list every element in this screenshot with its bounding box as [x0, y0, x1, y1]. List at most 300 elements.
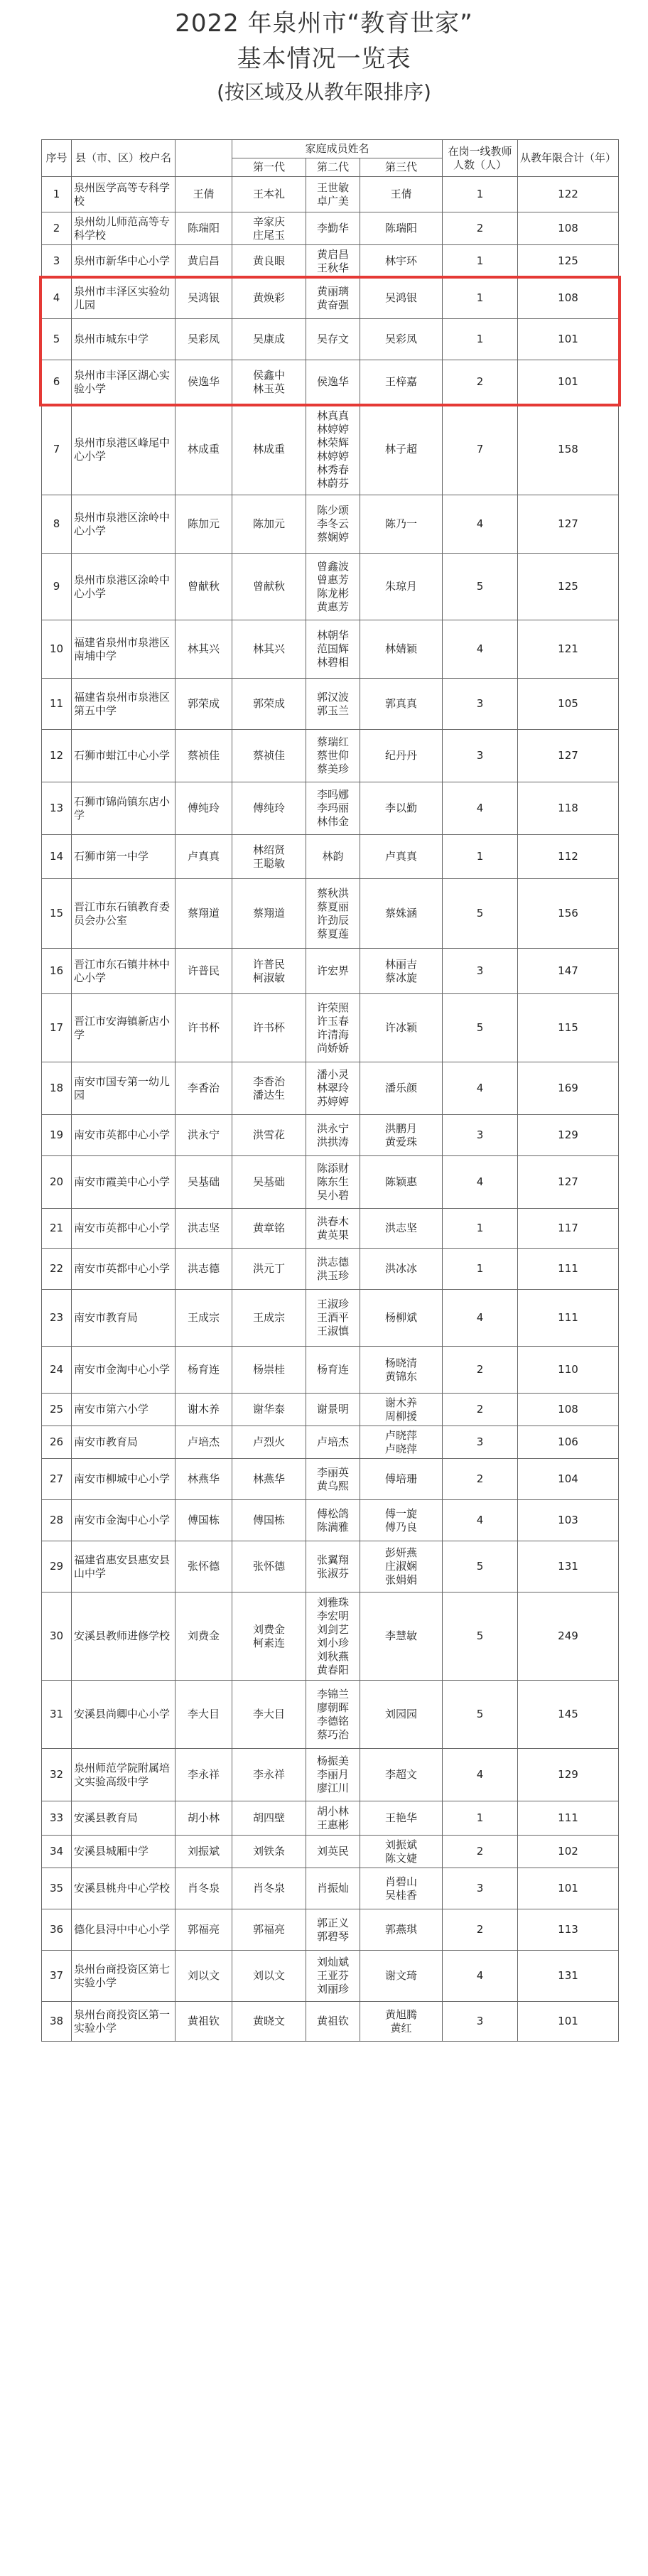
cell-num: 10 — [42, 620, 72, 679]
table-body — [42, 177, 619, 2042]
member-name: 胡小林 — [316, 1804, 349, 1818]
cell-gen3 — [360, 1836, 443, 1868]
cell-gen2 — [306, 495, 360, 554]
member-name: 陈少颂 — [316, 504, 349, 517]
member-name: 蔡秋洪 — [316, 886, 349, 900]
cell-years: 131 — [518, 1541, 619, 1593]
member-name: 林燕华 — [252, 1472, 285, 1485]
member-name: 黄惠芳 — [316, 600, 349, 613]
cell-years: 108 — [518, 212, 619, 245]
cell-household: 卢真真 — [176, 835, 232, 879]
member-name: 廖江川 — [316, 1782, 349, 1794]
table-row — [42, 245, 619, 278]
cell-count: 7 — [443, 404, 518, 495]
cell-gen2 — [306, 679, 360, 730]
sort-note: (按区域及从教年限排序) — [217, 80, 431, 104]
cell-gen2 — [306, 1836, 360, 1868]
member-name: 卓广美 — [316, 194, 349, 208]
cell-years: 105 — [518, 679, 619, 730]
cell-gen2 — [306, 1500, 360, 1541]
cell-gen3 — [360, 319, 443, 360]
cell-household: 洪志坚 — [176, 1209, 232, 1249]
member-name: 许冰颖 — [384, 1021, 417, 1034]
member-name: 刘小珍 — [316, 1636, 349, 1649]
cell-count: 3 — [443, 1868, 518, 1909]
cell-gen2 — [306, 1951, 360, 2002]
cell-gen2 — [306, 360, 360, 404]
cell-num: 14 — [42, 835, 72, 879]
cell-num: 37 — [42, 1951, 72, 2002]
member-name: 肖冬泉 — [252, 1882, 285, 1895]
cell-household: 吴基础 — [176, 1156, 232, 1209]
member-name: 蔡姝涵 — [384, 907, 417, 920]
cell-school: 泉州市丰泽区湖心实验小学 — [72, 360, 176, 404]
cell-household: 洪永宁 — [176, 1115, 232, 1156]
cell-years: 249 — [518, 1593, 619, 1681]
cell-count: 1 — [443, 1209, 518, 1249]
member-name: 杨振美 — [316, 1755, 349, 1767]
cell-gen2 — [306, 1115, 360, 1156]
cell-school: 南安市国专第一幼儿园 — [72, 1062, 176, 1115]
member-name: 李永祥 — [252, 1768, 285, 1781]
table-row — [42, 404, 619, 495]
member-name: 刘剑艺 — [316, 1622, 349, 1636]
header-family: 家庭成员姓名 — [232, 140, 443, 158]
member-name: 许普民 — [252, 957, 285, 971]
cell-household: 杨育连 — [176, 1347, 232, 1394]
cell-household: 洪志德 — [176, 1249, 232, 1290]
cell-count: 3 — [443, 1426, 518, 1459]
cell-gen1 — [232, 1209, 306, 1249]
cell-gen3 — [360, 1115, 443, 1156]
cell-gen2 — [306, 1426, 360, 1459]
cell-years: 127 — [518, 495, 619, 554]
member-name: 蔡瑞红 — [316, 735, 349, 748]
cell-gen3 — [360, 949, 443, 994]
cell-school: 安溪县尚卿中心小学 — [72, 1681, 176, 1749]
cell-num: 27 — [42, 1459, 72, 1500]
member-name: 陈满雅 — [316, 1520, 349, 1534]
member-name: 蔡夏莲 — [316, 927, 349, 940]
member-name: 洪雪花 — [252, 1128, 285, 1141]
cell-gen2 — [306, 994, 360, 1062]
cell-household: 张怀德 — [176, 1541, 232, 1593]
cell-years: 147 — [518, 949, 619, 994]
cell-gen3 — [360, 782, 443, 835]
cell-household: 刘以文 — [176, 1951, 232, 2002]
cell-gen3 — [360, 177, 443, 212]
cell-gen1 — [232, 1062, 306, 1115]
cell-household: 陈瑞阳 — [176, 212, 232, 245]
member-name: 黄启昌 — [316, 247, 349, 261]
cell-years: 101 — [518, 1868, 619, 1909]
cell-years: 129 — [518, 1749, 619, 1801]
member-name: 陈瑞阳 — [384, 222, 417, 235]
member-name: 陈龙彬 — [316, 586, 349, 600]
member-name: 许清海 — [316, 1028, 349, 1041]
cell-num: 15 — [42, 879, 72, 949]
member-name: 黄红 — [390, 2021, 412, 2035]
member-name: 林婷婷 — [316, 422, 349, 436]
cell-school: 安溪县城厢中学 — [72, 1836, 176, 1868]
cell-gen2 — [306, 879, 360, 949]
cell-years: 115 — [518, 994, 619, 1062]
cell-gen1 — [232, 278, 306, 319]
cell-school: 南安市英都中心小学 — [72, 1249, 176, 1290]
member-name: 吴存文 — [316, 333, 349, 345]
cell-years: 104 — [518, 1459, 619, 1500]
cell-gen3 — [360, 1951, 443, 2002]
cell-years: 129 — [518, 1115, 619, 1156]
cell-gen1 — [232, 1681, 306, 1749]
table-row — [42, 1347, 619, 1394]
member-name: 王亚芬 — [316, 1969, 349, 1982]
cell-gen2 — [306, 278, 360, 319]
cell-school: 泉州市泉港区涂岭中心小学 — [72, 495, 176, 554]
member-name: 蔡巧治 — [316, 1728, 349, 1741]
member-name: 许荣照 — [316, 1001, 349, 1014]
cell-school: 泉州师范学院附属培文实验高级中学 — [72, 1749, 176, 1801]
cell-count: 5 — [443, 1681, 518, 1749]
cell-school: 泉州医学高等专科学校 — [72, 177, 176, 212]
table-row — [42, 212, 619, 245]
member-name: 王聪敏 — [252, 856, 285, 870]
member-name: 郭碧琴 — [316, 1929, 349, 1943]
cell-household: 许书杯 — [176, 994, 232, 1062]
member-name: 洪春木 — [316, 1214, 349, 1228]
cell-household: 肖冬泉 — [176, 1868, 232, 1909]
header-head — [176, 140, 232, 177]
cell-gen2 — [306, 1868, 360, 1909]
cell-years: 169 — [518, 1062, 619, 1115]
member-name: 谢木养 — [384, 1396, 417, 1409]
cell-school: 南安市霞美中心小学 — [72, 1156, 176, 1209]
member-name: 彭妍燕 — [384, 1546, 417, 1559]
member-name: 谢华泰 — [252, 1403, 285, 1416]
member-name: 李丽月 — [316, 1768, 349, 1781]
table-row — [42, 495, 619, 554]
member-name: 郭福亮 — [252, 1923, 285, 1936]
table-row — [42, 620, 619, 679]
cell-num: 20 — [42, 1156, 72, 1209]
cell-gen1 — [232, 949, 306, 994]
member-name: 林韵 — [322, 850, 344, 863]
member-name: 黄晓文 — [252, 2015, 285, 2027]
member-name: 黄章铭 — [252, 1222, 285, 1234]
member-name: 侯鑫中 — [252, 368, 285, 382]
cell-count: 4 — [443, 1951, 518, 2002]
cell-school: 泉州市泉港区涂岭中心小学 — [72, 554, 176, 620]
member-name: 林子超 — [384, 443, 417, 456]
cell-count: 4 — [443, 782, 518, 835]
cell-years: 106 — [518, 1426, 619, 1459]
member-name: 刘铁条 — [252, 1845, 285, 1858]
cell-gen1 — [232, 1801, 306, 1836]
member-name: 卢烈火 — [252, 1435, 285, 1448]
member-name: 卢培杰 — [316, 1435, 349, 1448]
member-name: 潘小灵 — [316, 1068, 349, 1081]
cell-gen1 — [232, 1459, 306, 1500]
member-name: 洪志坚 — [384, 1222, 417, 1234]
cell-gen1 — [232, 554, 306, 620]
cell-count: 1 — [443, 278, 518, 319]
cell-years: 103 — [518, 1500, 619, 1541]
member-name: 廖朝晖 — [316, 1701, 349, 1714]
cell-gen1 — [232, 177, 306, 212]
cell-school: 南安市教育局 — [72, 1426, 176, 1459]
cell-count: 5 — [443, 994, 518, 1062]
cell-years: 111 — [518, 1249, 619, 1290]
member-name: 李大目 — [252, 1708, 285, 1720]
table-row — [42, 782, 619, 835]
cell-school: 南安市金淘中心小学 — [72, 1347, 176, 1394]
member-name: 范国辉 — [316, 642, 349, 655]
table-row — [42, 1290, 619, 1347]
member-name: 张怀德 — [252, 1560, 285, 1573]
table-row — [42, 1394, 619, 1426]
table-row — [42, 360, 619, 404]
member-name: 杨晓清 — [384, 1356, 417, 1369]
cell-gen3 — [360, 1909, 443, 1951]
member-name: 王淑珍 — [316, 1298, 349, 1310]
cell-household: 吴鸿银 — [176, 278, 232, 319]
page-subtitle: 基本情况一览表 — [237, 45, 411, 73]
table-row — [42, 1459, 619, 1500]
member-name: 许玉春 — [316, 1014, 349, 1028]
cell-gen3 — [360, 1681, 443, 1749]
cell-gen2 — [306, 730, 360, 782]
cell-gen1 — [232, 1868, 306, 1909]
table-row — [42, 1249, 619, 1290]
cell-gen1 — [232, 879, 306, 949]
member-name: 黄祖钦 — [316, 2015, 349, 2027]
member-name: 纪丹丹 — [384, 749, 417, 762]
cell-gen3 — [360, 1541, 443, 1593]
cell-school: 石狮市第一中学 — [72, 835, 176, 879]
cell-gen1 — [232, 495, 306, 554]
cell-gen2 — [306, 949, 360, 994]
member-name: 林绍贤 — [252, 843, 285, 856]
cell-school: 南安市英都中心小学 — [72, 1209, 176, 1249]
member-name: 卢真真 — [384, 850, 417, 863]
table-row — [42, 879, 619, 949]
cell-gen1 — [232, 360, 306, 404]
cell-count: 5 — [443, 554, 518, 620]
cell-gen2 — [306, 2002, 360, 2042]
cell-years: 158 — [518, 404, 619, 495]
member-name: 肖碧山 — [384, 1875, 417, 1888]
cell-gen1 — [232, 245, 306, 278]
member-name: 林荣辉 — [316, 436, 349, 449]
cell-school: 石狮市锦尚镇东店小学 — [72, 782, 176, 835]
cell-school: 晋江市东石镇教育委员会办公室 — [72, 879, 176, 949]
family-table — [41, 139, 619, 2042]
member-name: 王艳华 — [384, 1811, 417, 1824]
cell-num: 28 — [42, 1500, 72, 1541]
cell-school: 德化县浔中中心小学 — [72, 1909, 176, 1951]
member-name: 杨柳斌 — [384, 1311, 417, 1324]
cell-gen1 — [232, 1426, 306, 1459]
cell-household: 林其兴 — [176, 620, 232, 679]
member-name: 林其兴 — [252, 642, 285, 655]
member-name: 曾惠芳 — [316, 573, 349, 586]
cell-count: 2 — [443, 1347, 518, 1394]
cell-num: 32 — [42, 1749, 72, 1801]
cell-gen2 — [306, 782, 360, 835]
cell-gen3 — [360, 1500, 443, 1541]
member-name: 李丽英 — [316, 1465, 349, 1479]
member-name: 洪志德 — [316, 1255, 349, 1268]
cell-school: 安溪县桃舟中心学校 — [72, 1868, 176, 1909]
cell-gen1 — [232, 1394, 306, 1426]
table-row — [42, 1681, 619, 1749]
cell-count: 4 — [443, 495, 518, 554]
member-name: 林翠玲 — [316, 1082, 349, 1094]
cell-gen3 — [360, 1347, 443, 1394]
member-name: 卢晓萍 — [384, 1428, 417, 1442]
cell-gen3 — [360, 1593, 443, 1681]
member-name: 刘振斌 — [384, 1838, 417, 1851]
member-name: 陈添财 — [316, 1162, 349, 1175]
member-name: 李超文 — [384, 1768, 417, 1781]
cell-years: 101 — [518, 360, 619, 404]
cell-gen3 — [360, 404, 443, 495]
table-row — [42, 1426, 619, 1459]
cell-school: 南安市金淘中心小学 — [72, 1500, 176, 1541]
table-row — [42, 278, 619, 319]
member-name: 吴桂香 — [384, 1888, 417, 1902]
cell-count: 3 — [443, 2002, 518, 2042]
cell-household: 吴彩凤 — [176, 319, 232, 360]
cell-school: 泉州台商投资区第一实验小学 — [72, 2002, 176, 2042]
cell-years: 112 — [518, 835, 619, 879]
cell-count: 5 — [443, 1541, 518, 1593]
cell-school: 泉州市丰泽区实验幼儿园 — [72, 278, 176, 319]
cell-count: 3 — [443, 1115, 518, 1156]
cell-gen2 — [306, 245, 360, 278]
member-name: 李冬云 — [316, 517, 349, 530]
member-name: 洪永宁 — [316, 1121, 349, 1135]
cell-num: 8 — [42, 495, 72, 554]
cell-household: 谢木养 — [176, 1394, 232, 1426]
cell-years: 131 — [518, 1951, 619, 2002]
cell-num: 24 — [42, 1347, 72, 1394]
cell-num: 2 — [42, 212, 72, 245]
cell-num: 18 — [42, 1062, 72, 1115]
member-name: 曾献秋 — [252, 580, 285, 593]
member-name: 肖振灿 — [316, 1882, 349, 1895]
cell-school: 南安市英都中心小学 — [72, 1115, 176, 1156]
cell-num: 25 — [42, 1394, 72, 1426]
member-name: 洪玉珍 — [316, 1268, 349, 1282]
cell-num: 30 — [42, 1593, 72, 1681]
cell-school: 泉州台商投资区第七实验小学 — [72, 1951, 176, 2002]
cell-household: 刘振斌 — [176, 1836, 232, 1868]
member-name: 杨育连 — [316, 1363, 349, 1376]
member-name: 王酒平 — [316, 1311, 349, 1324]
cell-count: 1 — [443, 1801, 518, 1836]
cell-gen1 — [232, 835, 306, 879]
table-row — [42, 1868, 619, 1909]
member-name: 谢景明 — [316, 1403, 349, 1416]
cell-household: 王倩 — [176, 177, 232, 212]
cell-years: 122 — [518, 177, 619, 212]
cell-gen1 — [232, 679, 306, 730]
cell-gen3 — [360, 212, 443, 245]
cell-years: 108 — [518, 278, 619, 319]
table-row — [42, 679, 619, 730]
cell-count: 5 — [443, 879, 518, 949]
cell-gen3 — [360, 835, 443, 879]
header-years: 从教年限合计（年） — [518, 140, 619, 177]
member-name: 朱琼月 — [384, 580, 417, 593]
cell-count: 3 — [443, 730, 518, 782]
member-name: 张翼翔 — [316, 1553, 349, 1566]
table-row — [42, 1836, 619, 1868]
header-num: 序号 — [42, 140, 72, 177]
cell-gen3 — [360, 1209, 443, 1249]
cell-years: 108 — [518, 1394, 619, 1426]
member-name: 潘乐颜 — [384, 1082, 417, 1094]
member-name: 蔡美珍 — [316, 762, 349, 775]
member-name: 黄丽璃 — [316, 284, 349, 298]
table-row — [42, 1749, 619, 1801]
member-name: 傅乃良 — [384, 1520, 417, 1534]
cell-gen1 — [232, 404, 306, 495]
member-name: 刘丽珍 — [316, 1983, 349, 1995]
cell-count: 4 — [443, 1156, 518, 1209]
cell-gen2 — [306, 1593, 360, 1681]
member-name: 黄奋强 — [316, 298, 349, 311]
cell-years: 111 — [518, 1290, 619, 1347]
cell-school: 泉州幼儿师范高等专科学校 — [72, 212, 176, 245]
cell-school: 福建省泉州市泉港区南埔中学 — [72, 620, 176, 679]
cell-household: 李香治 — [176, 1062, 232, 1115]
cell-num: 1 — [42, 177, 72, 212]
table-row — [42, 1801, 619, 1836]
cell-gen1 — [232, 1593, 306, 1681]
cell-gen3 — [360, 879, 443, 949]
cell-household: 刘费金 — [176, 1593, 232, 1681]
cell-household: 郭福亮 — [176, 1909, 232, 1951]
cell-count: 4 — [443, 1062, 518, 1115]
member-name: 王成宗 — [252, 1311, 285, 1324]
cell-household: 林燕华 — [176, 1459, 232, 1500]
member-name: 卢晓萍 — [384, 1442, 417, 1455]
cell-years: 102 — [518, 1836, 619, 1868]
cell-years: 117 — [518, 1209, 619, 1249]
cell-school: 安溪县教育局 — [72, 1801, 176, 1836]
table-row — [42, 1209, 619, 1249]
cell-gen2 — [306, 835, 360, 879]
member-name: 林婧颖 — [384, 642, 417, 655]
member-name: 蔡翔道 — [252, 907, 285, 920]
cell-school: 南安市教育局 — [72, 1290, 176, 1347]
member-name: 许书杯 — [252, 1021, 285, 1034]
cell-gen1 — [232, 212, 306, 245]
member-name: 蔡祯佳 — [252, 749, 285, 762]
cell-gen3 — [360, 1749, 443, 1801]
cell-gen1 — [232, 1347, 306, 1394]
cell-years: 118 — [518, 782, 619, 835]
member-name: 林伟金 — [316, 815, 349, 828]
member-name: 庄淑娴 — [384, 1560, 417, 1573]
member-name: 许劲辰 — [316, 913, 349, 927]
cell-count: 2 — [443, 360, 518, 404]
cell-gen2 — [306, 1681, 360, 1749]
cell-num: 31 — [42, 1681, 72, 1749]
cell-gen3 — [360, 679, 443, 730]
